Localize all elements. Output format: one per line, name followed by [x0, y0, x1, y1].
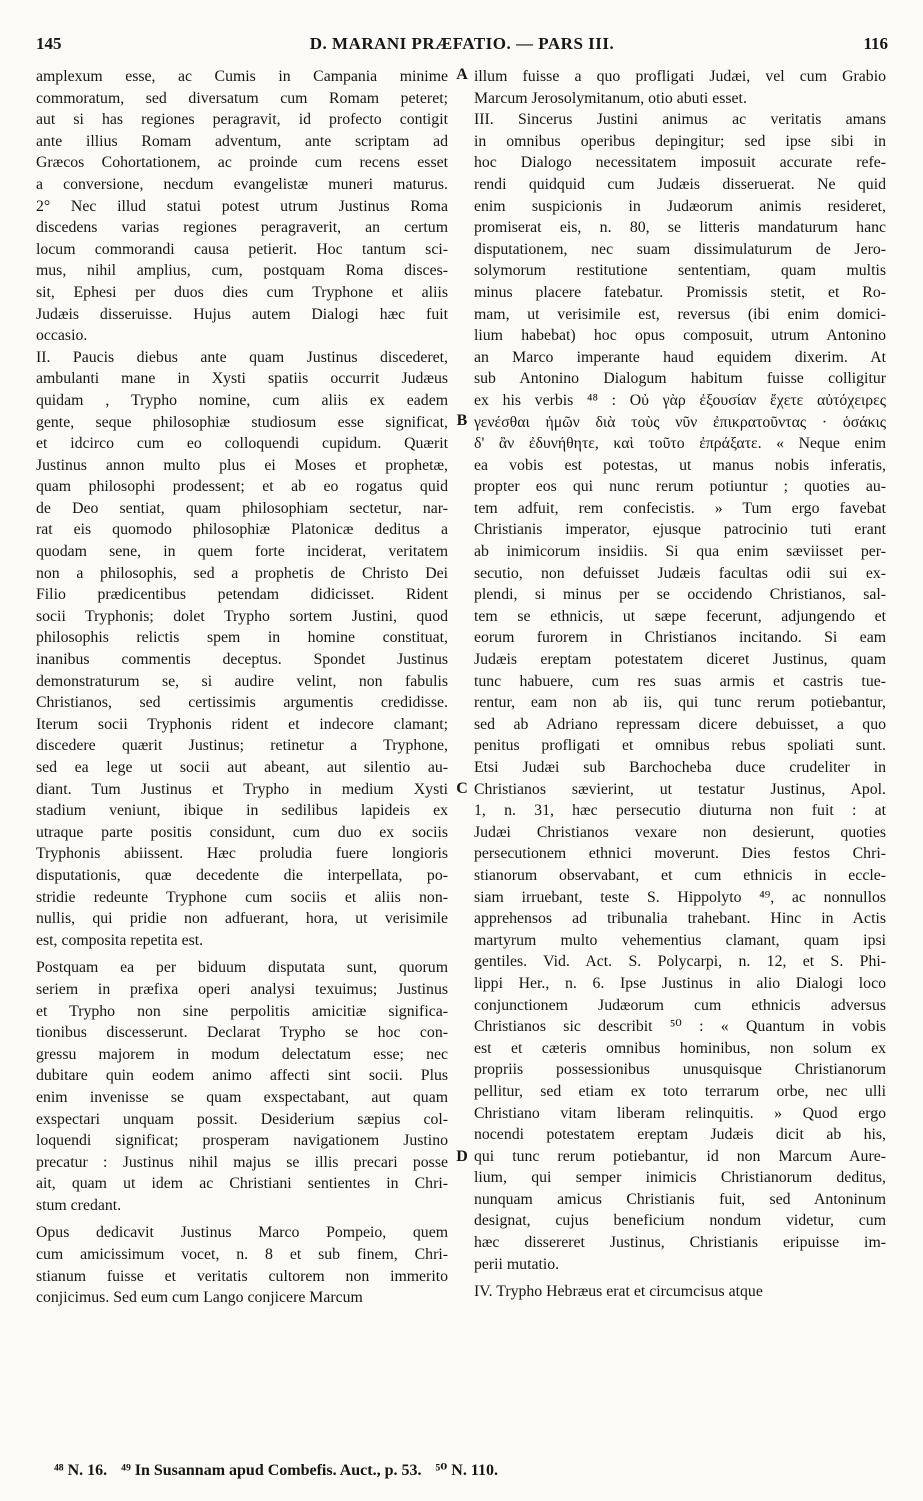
margin-marker-b: B [456, 412, 468, 429]
margin-marker-c: C [456, 780, 468, 797]
text-line: propriis possessionibus unusquisque Christianorum [474, 1061, 886, 1079]
text-line: conjunctionem Judæorum cum ethnicis adversus [474, 996, 886, 1014]
text-line: penitus profligati et omnibus rebus spoliati sunt. [474, 737, 886, 755]
text-line: a conversione, necdum evangelistæ muneri maturus. [36, 175, 448, 193]
text-line: mam, ut verisimile est, reversus (ibi enim domici- [474, 305, 886, 323]
text-line: γενέσθαι ἡμῶν διὰ τοὺς νῦν ἐπικρατοῦντας · ὁσάκις [474, 413, 886, 431]
text-line: in omnibus operibus depingitur; sed ipse sibi in [474, 132, 886, 150]
text-line: dubitare quin eodem animo affecti sint socii. Plus [36, 1067, 448, 1085]
text-line: eorum furorem in Christianos incitando. Si eam [474, 629, 886, 647]
footnote-49: ⁴⁹ In Susannam apud Combefis. Auct., p. 53. [121, 1462, 422, 1479]
text-line: et idcirco cum eo colloquendi cupidum. Quærit [36, 435, 448, 453]
text-line: rentur, eam non ab iis, qui tunc rerum potiebantur, [474, 694, 886, 712]
text-line: sed ab Adriano repressam dicere debuisset, a quo [474, 715, 886, 733]
text-line: persecutionem ethnici moverunt. Dies festos Chri- [474, 845, 886, 863]
text-line: designat, cujus beneficium nondum videtur, cum [474, 1212, 886, 1230]
text-line: Marcum Jerosolymitanum, otio abuti esset. [474, 89, 747, 107]
margin-marker-d: D [456, 1148, 468, 1165]
text-line: apprehensos ad tribunalia trahebant. Hinc in Actis [474, 910, 886, 928]
text-line: non a philosophis, sed a prophetis de Christo Dei [36, 564, 448, 582]
text-line: stianum fuisse et veritatis cultorem non immerito [36, 1267, 448, 1285]
text-line: stianorum observabant, et cum ethnicis in eccle- [474, 866, 886, 884]
text-line: seriem in præfixa operi analysi texuimus; Justinus [36, 980, 448, 998]
footnote-48: ⁴⁸ N. 16. [54, 1462, 108, 1479]
text-line: ait, quam ut idem ac Christiani sentientes in Chri- [36, 1175, 448, 1193]
text-line: solymorum restitutione sententiam, quam multis [474, 262, 886, 280]
text-line: mus, nihil amplius, cum, postquam Roma disces- [36, 262, 448, 280]
text-line: Postquam ea per biduum disputata sunt, quorum [36, 959, 448, 977]
text-line: minus placere fatebatur. Promissis stetit, et Ro- [474, 283, 886, 301]
text-line: enim suspicionis in Judæorum animis resideret, [474, 197, 886, 215]
text-line: pellitur, sed etiam ex toto terrarum orbe, nec ulli [474, 1082, 886, 1100]
running-title: D. MARANI PRÆFATIO. — PARS III. [309, 34, 615, 53]
left-column [36, 66, 448, 1309]
text-line: discedens varias regiones peragraverit, an certum [36, 219, 448, 237]
text-line: Iterum socii Tryphonis rident et indecore clamant; [36, 715, 448, 733]
text-line: enim invenisse se quam exspectabant, aut quam [36, 1088, 448, 1106]
text-line: ea vobis est potestas, ut manus nobis inferatis, [474, 456, 886, 474]
text-line: demonstraturum se, si audire velint, non fabulis [36, 672, 448, 690]
text-line: precatur : Justinus nihil majus se illis precari posse [36, 1153, 448, 1171]
text-line: philosophis relictis spem in homine constituat, [36, 629, 448, 647]
text-line: occasio. [36, 327, 88, 345]
text-line: utraque parte positis considunt, cum duo ex sociis [36, 823, 448, 841]
text-line: hoc Dialogo necessitatem imposuit accurate refe- [474, 154, 886, 172]
text-line: qui tunc rerum potiebantur, id non Marcum Aure- [474, 1147, 886, 1165]
text-line: Opus dedicavit Justinus Marco Pompeio, quem [36, 1224, 448, 1242]
text-line: rat eis quomodo philosophiæ Platonicæ deditus a [36, 521, 448, 539]
text-line: 1, n. 31, hæc persecutio diuturna non fuit : at [474, 802, 886, 820]
text-line: an Marco imperante haud equidem dixerim. At [474, 348, 886, 366]
text-line: rendi quidquid cum Judæis disseruerat. Ne quid [474, 175, 886, 193]
text-line: propter eos qui nunc rerum potiuntur ; quoties au- [474, 478, 886, 496]
text-line: nunquam amicus Christianis fuit, sed Antoninum [474, 1190, 886, 1208]
text-line: gressu majorem in modum delectatum esse; nec [36, 1045, 448, 1063]
text-line: perii mutatio. [474, 1255, 560, 1273]
text-line: ab inimicorum insidiis. Si qua enim sæviisset per- [474, 543, 886, 561]
text-line: diant. Tum Justinus et Trypho in medium Xysti [36, 780, 448, 798]
text-line: promiserat eis, n. 80, se litteris mandaturum hanc [474, 219, 886, 237]
text-line: Christianos sævierint, ut testatur Justinus, Apol. [474, 780, 886, 798]
text-line: sub Antonino Dialogum habitum fuisse colligitur [474, 370, 886, 388]
text-line: quodam sene, in quem forte inciderat, veritatem [36, 543, 448, 561]
text-line: IV. Trypho Hebræus erat et circumcisus atque [474, 1283, 763, 1301]
text-line: siam irruebant, teste S. Hippolyto ⁴⁹, ac nonnullos [474, 888, 886, 906]
margin-marker-a: A [456, 66, 468, 83]
text-line: tem adfuit, rem confecistis. » Tum ergo favebat [474, 499, 886, 517]
text-line: cum amicissimum vocet, n. 8 et sub finem, Chri- [36, 1246, 448, 1264]
text-line: lium, qui semper inimicis Christianorum deditus, [474, 1169, 886, 1187]
text-line: nullis, qui pridie non adfuerant, hora, ut verisimile [36, 910, 448, 928]
text-line: nocendi potestatem ereptam Judæis dicit ab his, [474, 1126, 886, 1144]
text-line: exspectari unquam possit. Desiderium sæpius col- [36, 1110, 448, 1128]
text-line: loquendi significat; prosperam navigationem Justino [36, 1132, 448, 1150]
text-line: quam philosophi prodessent; et ab eo rogatus quid [36, 478, 448, 496]
text-line: ante illius Romam adventum, ante scriptam ad [36, 132, 448, 150]
text-line: stadium veniunt, ibique in sedilibus lapideis ex [36, 802, 448, 820]
text-line: Judæis ereptam potestatem diceret Justinus, quam [474, 651, 886, 669]
text-line: Justinus annon multo plus ei Moses et prophetæ, [36, 456, 448, 474]
text-line: III. Sincerus Justini animus ac veritatis amans [474, 111, 886, 129]
text-line: Græcos Cohortationem, ac proinde cum recens esset [36, 154, 448, 172]
text-line: inanibus commentis deceptus. Spondet Justinus [36, 651, 448, 669]
text-line: discedere quærit Justinus; retinetur a Tryphone, [36, 737, 448, 755]
text-line: δ' ἂν ἐδυνήθητε, καὶ τοῦτο ἐπράξατε. « Neque enim [474, 435, 886, 453]
text-line: Etsi Judæi sub Barchocheba duce crudeliter in [474, 759, 886, 776]
right-column [474, 66, 886, 1303]
text-line: commoratum, sed diversatum cum Romam peteret; [36, 89, 448, 107]
text-line: socii Tryphonis; dolet Trypho sortem Justini, quod [36, 607, 448, 625]
text-line: Christianis imperator, ejusque patrocinio tuti erant [474, 521, 886, 539]
footnotes [54, 1460, 874, 1480]
text-line: stridie redeunte Tryphone cum sociis et aliis non- [36, 888, 448, 906]
text-line: Christiano vitam liberam relinquitis. » Quod ergo [474, 1104, 886, 1122]
text-line: sit, Ephesi per duos dies cum Tryphone et aliis [36, 283, 448, 301]
text-line: Judæis disseruisse. Hujus autem Dialogi hæc fuit [36, 305, 448, 323]
text-line: gente, seque philosophiæ studiosum esse significat, [36, 413, 448, 431]
text-line: ex his verbis ⁴⁸ : Οὐ γὰρ ἐξουσίαν ἔχετε αὐτόχειρες [474, 391, 886, 409]
text-line: quidam , Trypho nomine, cum aliis ex eadem [36, 391, 448, 409]
text-line: conjicimus. Sed eum cum Lango conjicere Marcum [36, 1289, 363, 1307]
text-line: tionibus discesserunt. Declarat Trypho se hoc con- [36, 1024, 448, 1042]
running-header [36, 34, 888, 58]
text-line: plendi, si minus per se occidendo Christianos, sal- [474, 586, 886, 604]
text-line: lippi Her., n. 6. Ipse Justinus in alio Dialogi loco [474, 974, 886, 992]
text-line: est et cæteris omnibus hominibus, non solum ex [474, 1039, 886, 1057]
text-line: Filio prædicentibus petendam didicisset. Rident [36, 586, 448, 604]
text-line: illum fuisse a quo profligati Judæi, vel cum Grabio [474, 68, 886, 85]
text-line: II. Paucis diebus ante quam Justinus discederet, [36, 348, 448, 366]
text-line: de Deo sentiat, quam philosophiam sectetur, nar- [36, 499, 448, 517]
text-line: stum credant. [36, 1196, 122, 1214]
text-line: amplexum esse, ac Cumis in Campania minime [36, 68, 448, 85]
text-line: ambulanti mane in Xysti spatiis occurrit Judæus [36, 370, 448, 388]
text-line: tem se ethnicis, ut sæpe fecerunt, adjungendo et [474, 607, 886, 625]
text-line: Christianos sic describit ⁵⁰ : « Quantum in vobis [474, 1018, 886, 1036]
text-line: Tryphonis abiissent. Hæc proludia fuere longioris [36, 845, 448, 863]
text-line: locum commorandi causa petierit. Hoc tantum sci- [36, 240, 448, 258]
text-line: martyrum multo vehementius clamant, quam ipsi [474, 931, 886, 949]
footnote-50: ⁵⁰ N. 110. [435, 1462, 498, 1479]
text-line: sed ea lege ut socii aut abeant, aut silentio au- [36, 759, 448, 776]
text-line: Judæi Christianos vexare non desierunt, quoties [474, 823, 886, 841]
text-line: Christianos, sed certissimis argumentis credidisse. [36, 694, 448, 712]
text-line: secutio, non defuisset Judæis facultas odii sui ex- [474, 564, 886, 582]
page-number-right: 116 [863, 34, 888, 53]
text-line: est, composita repetita est. [36, 931, 204, 949]
text-line: gentiles. Vid. Act. S. Polycarpi, n. 12, et S. Phi- [474, 953, 886, 971]
text-line: 2° Nec illud statui potest utrum Justinus Roma [36, 197, 448, 215]
text-line: aut si has regiones peragravit, id profecto contigit [36, 111, 448, 129]
text-line: lium habebat) hoc opus composuit, utrum Antonino [474, 327, 886, 345]
text-line: hæc dissereret Justinus, Christianis eripuisse im- [474, 1234, 886, 1252]
page-number-left: 145 [36, 34, 62, 53]
text-line: et Trypho non sine perpolitis amicitiæ significa- [36, 1002, 448, 1020]
text-line: tunc habuere, cum res suas armis et castris tue- [474, 672, 886, 690]
text-line: disputationem, nec suam dissimulaturum de Jero- [474, 240, 886, 258]
text-line: disputationis, quæ decedente die interpellata, po- [36, 866, 448, 884]
